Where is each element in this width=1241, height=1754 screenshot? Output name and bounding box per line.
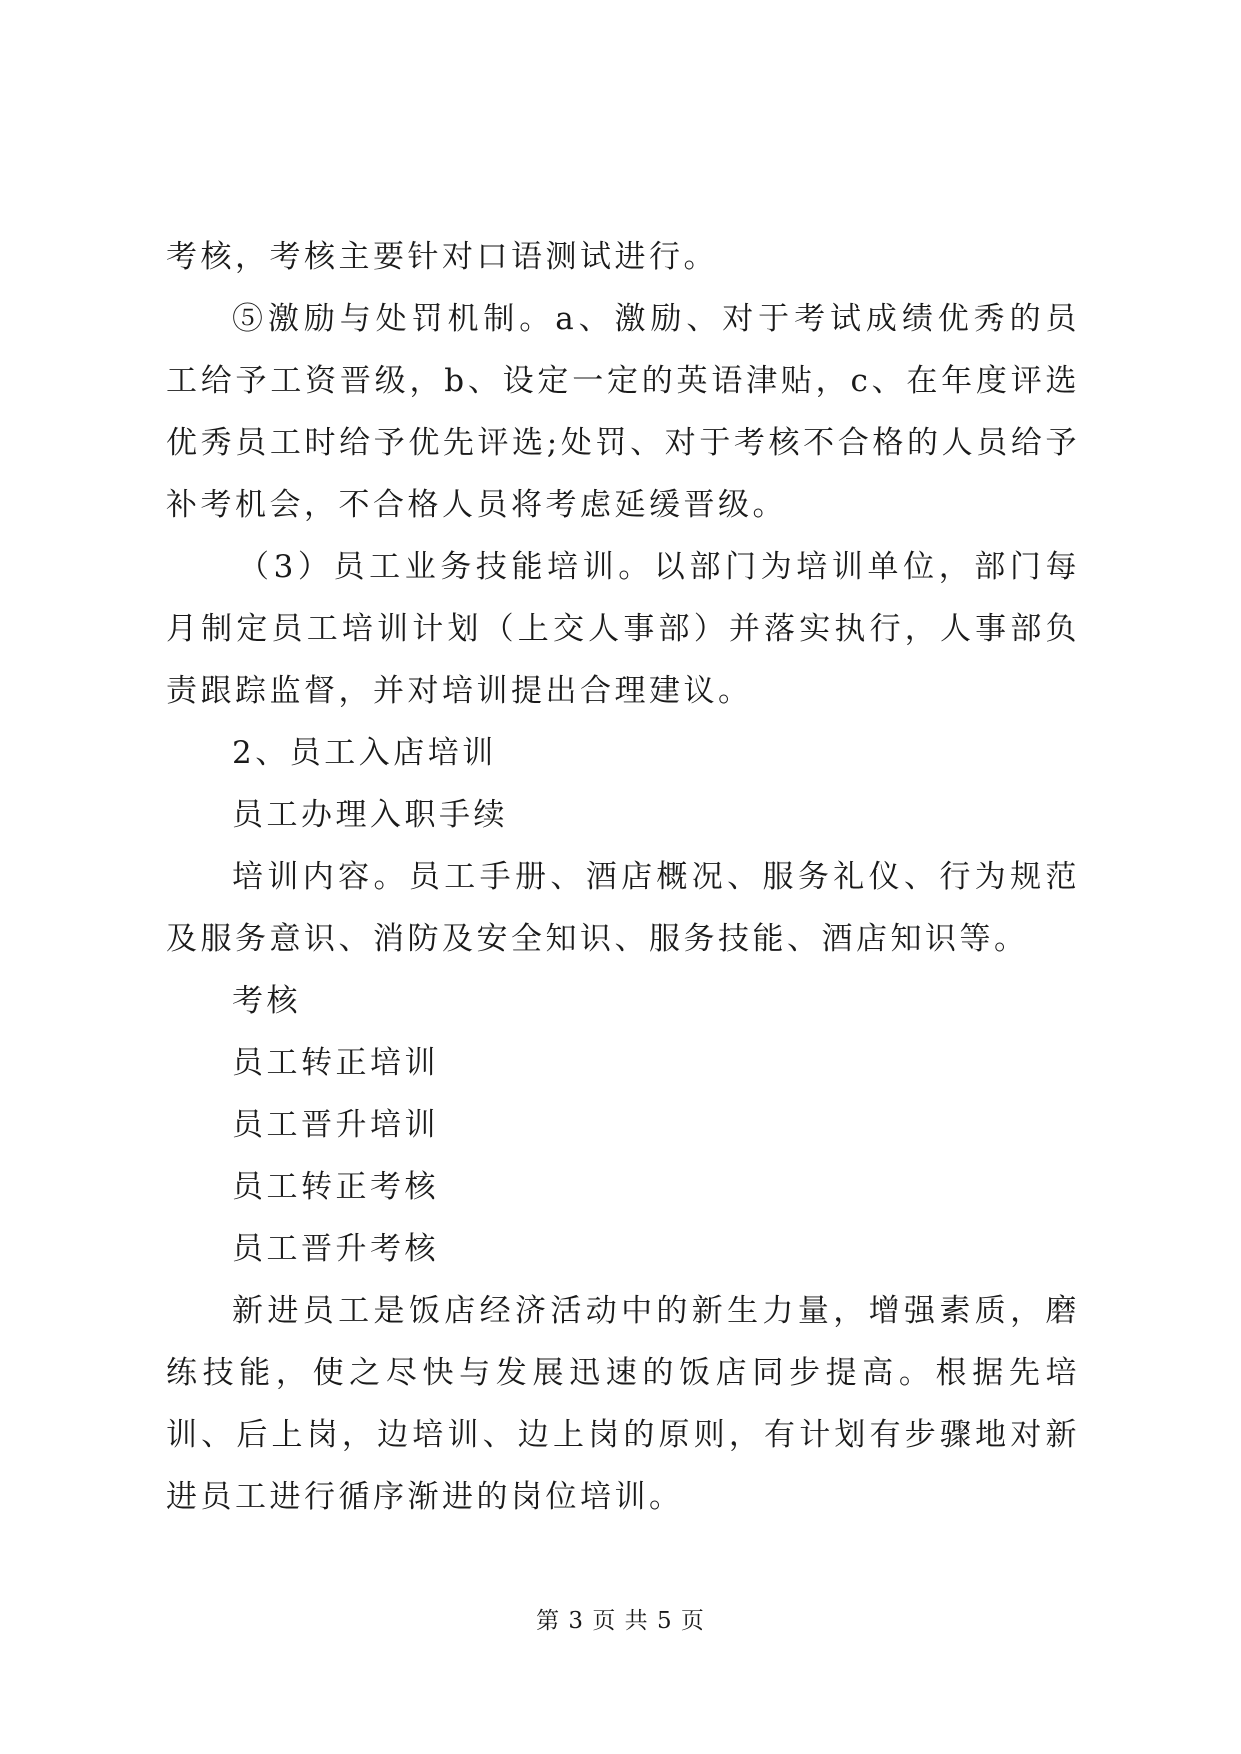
heading-onboarding-training: 2、员工入店培训 xyxy=(232,735,497,771)
page-number-footer: 第 3 页 共 5 页 xyxy=(536,1608,705,1634)
paragraph-exam-continuation: 考核，考核主要针对口语测试进行。 xyxy=(166,239,718,275)
paragraph-incentive-penalty: ⑤激励与处罚机制。a、激励、对于考试成绩优秀的员工给予工资晋级，b、设定一定的英语津贴，c、在年度评选优秀员工时给予优先评选;处罚、对于考核不合格的人员给予补考机会，不合格人员将考虑延缓晋级。 xyxy=(166,301,1080,523)
item-probation-assessment: 员工转正考核 xyxy=(232,1169,439,1205)
item-assessment: 考核 xyxy=(232,983,301,1019)
item-probation-training: 员工转正培训 xyxy=(232,1045,439,1081)
item-promotion-assessment: 员工晋升考核 xyxy=(232,1231,439,1267)
item-promotion-training: 员工晋升培训 xyxy=(232,1107,439,1143)
paragraph-training-content: 培训内容。员工手册、酒店概况、服务礼仪、行为规范及服务意识、消防及安全知识、服务技能、酒店知识等。 xyxy=(166,859,1080,957)
paragraph-skills-training: （3）员工业务技能培训。以部门为培训单位，部门每月制定员工培训计划（上交人事部）并落实执行，人事部负责跟踪监督，并对培训提出合理建议。 xyxy=(166,549,1080,709)
paragraph-new-employees: 新进员工是饭店经济活动中的新生力量，增强素质，磨练技能，使之尽快与发展迅速的饭店同步提高。根据先培训、后上岗，边培训、边上岗的原则，有计划有步骤地对新进员工进行循序渐进的岗位培训。 xyxy=(166,1293,1080,1515)
item-onboarding-procedures: 员工办理入职手续 xyxy=(232,797,508,833)
document-body xyxy=(166,226,1080,1528)
